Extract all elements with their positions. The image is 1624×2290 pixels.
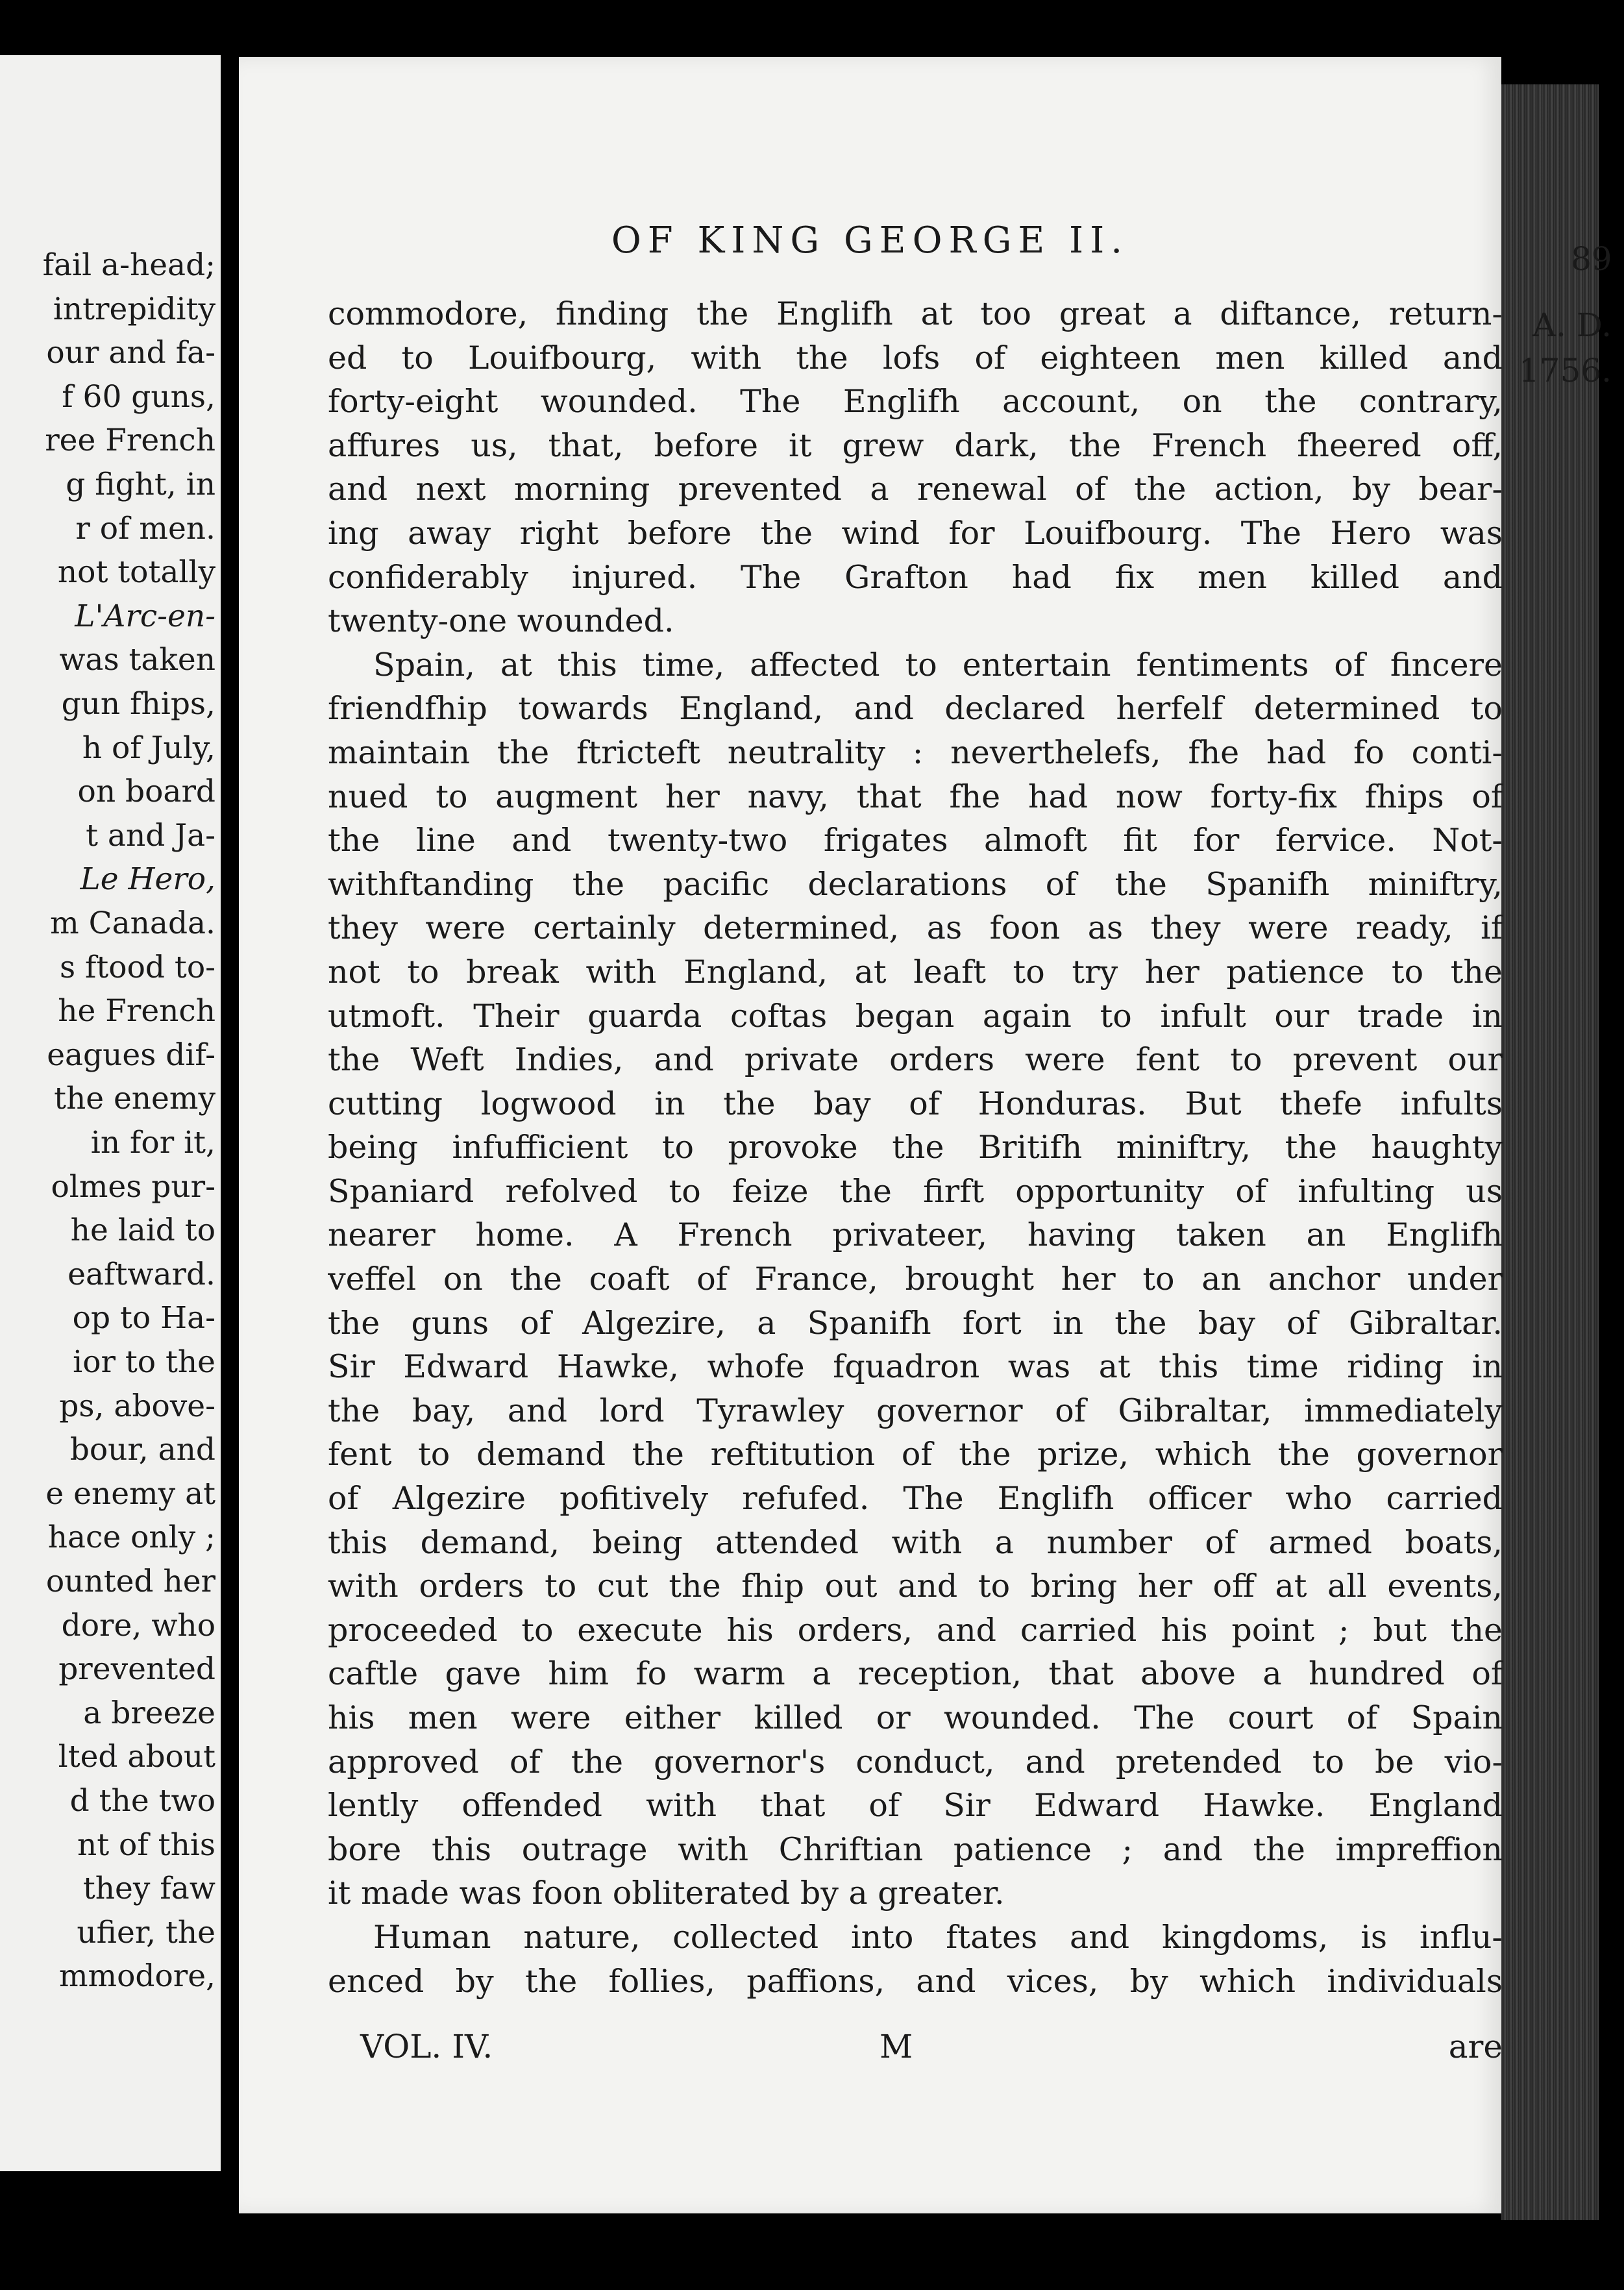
left-page-line: s ftood to- — [59, 949, 215, 985]
volume-label: VOL. IV. — [360, 2028, 493, 2065]
left-page-line: Le Hero, — [80, 861, 215, 898]
text-line: affures us, that, before it grew dark, the French fheered off, — [328, 426, 1503, 464]
text-line: Human nature, collected into ftates and kingdoms, is influ- — [373, 1918, 1503, 1956]
text-line: they were certainly determined, as foon as they were ready, if — [328, 909, 1503, 947]
text-line: bore this outrage with Chriftian patience ; and the impreffion — [328, 1830, 1503, 1868]
left-page-line: eagues dif- — [47, 1037, 215, 1073]
left-page-line: intrepidity — [53, 291, 215, 327]
left-page-line: not totally — [57, 554, 215, 591]
left-page-line: m Canada. — [50, 905, 215, 941]
left-page-line: in for it, — [90, 1125, 215, 1161]
left-page-line: our and fa- — [46, 335, 215, 371]
facing-page-left — [0, 55, 221, 2171]
left-page-line: olmes pur- — [51, 1168, 215, 1205]
body-text — [328, 292, 1503, 2003]
left-page-line: ior to the — [73, 1344, 215, 1380]
left-page-line: was taken — [59, 642, 215, 678]
text-line: Spaniard refolved to feize the firft opportunity of infulting us — [328, 1172, 1503, 1210]
left-page-line: fail a-head; — [42, 247, 215, 283]
book-page — [239, 57, 1612, 2213]
left-page-line: they faw — [82, 1871, 215, 1907]
text-line: proceeded to execute his orders, and carried his point ; but the — [328, 1611, 1503, 1649]
text-line: Sir Edward Hawke, whofe fquadron was at this time riding in — [328, 1348, 1503, 1386]
text-line: this demand, being attended with a number of armed boats, — [328, 1523, 1503, 1561]
text-line: the Weft Indies, and private orders were fent to prevent our — [328, 1041, 1503, 1079]
text-line: approved of the governor's conduct, and pretended to be vio- — [328, 1743, 1503, 1780]
left-page-line: gun fhips, — [61, 686, 215, 722]
left-page-line: e enemy at — [45, 1475, 215, 1512]
text-line: commodore, finding the Englifh at too great a diftance, return- — [328, 295, 1503, 332]
left-page-line: d the two — [69, 1783, 215, 1819]
text-line: of Algezire pofitively refufed. The Englifh officer who carried — [328, 1480, 1503, 1518]
left-page-line: ufier, the — [77, 1914, 215, 1951]
left-page-line: nt of this — [77, 1827, 215, 1863]
left-page-line: L'Arc-en- — [75, 598, 215, 634]
left-page-line: h of July, — [82, 730, 215, 766]
text-line: his men were either killed or wounded. The court of Spain — [328, 1699, 1503, 1736]
text-line: withftanding the pacific declarations of the Spanifh miniftry, — [328, 865, 1503, 903]
left-page-line: t and Ja- — [86, 817, 215, 854]
left-page-line: prevented — [58, 1651, 215, 1688]
page-number: 89 — [1571, 240, 1612, 278]
text-line: veffel on the coaft of France, brought her to an anchor under — [328, 1261, 1503, 1298]
left-page-line: f 60 guns, — [62, 378, 215, 415]
left-page-line: on board — [77, 774, 215, 810]
left-page-line: mmodore, — [58, 1958, 215, 1995]
catchword: are — [1448, 2028, 1503, 2065]
left-page-line: bour, and — [69, 1432, 215, 1468]
signature-mark: M — [880, 2028, 913, 2065]
margin-note-line: A. D. — [1532, 306, 1612, 344]
text-line: nued to augment her navy, that fhe had now forty-fix fhips of — [328, 778, 1503, 815]
text-line: ed to Louifbourg, with the lofs of eighteen men killed and — [328, 339, 1503, 376]
text-line: fent to demand the reftitution of the prize, which the governor — [328, 1436, 1503, 1473]
left-page-line: ounted her — [45, 1564, 215, 1599]
text-line: not to break with England, at leaft to try her patience to the — [328, 953, 1503, 991]
left-page-line: lted about — [58, 1739, 215, 1775]
text-line: the line and twenty-two frigates almoft fit for fervice. Not- — [328, 822, 1503, 859]
page-edges — [1501, 84, 1599, 2220]
left-page-line: op to Ha- — [72, 1300, 215, 1336]
left-page-line: r of men. — [75, 510, 215, 547]
margin-note-line: 1756. — [1518, 352, 1612, 389]
text-line: ing away right before the wind for Louifbourg. The Hero was — [328, 514, 1503, 552]
left-page-line: eaftward. — [68, 1256, 215, 1292]
text-line: with orders to cut the fhip out and to bring her off at all events, — [328, 1568, 1503, 1605]
left-page-line: ps, above- — [59, 1388, 215, 1424]
left-page-line: the enemy — [54, 1081, 215, 1117]
text-line: caftle gave him fo warm a reception, that above a hundred of — [328, 1655, 1503, 1693]
running-title: OF KING GEORGE II. — [611, 219, 1129, 262]
text-line: and next morning prevented a renewal of the action, by bear- — [328, 471, 1503, 508]
text-line: Spain, at this time, affected to entertain fentiments of fincere — [373, 646, 1503, 683]
left-page-line: he French — [58, 993, 215, 1029]
left-page-line: g fight, in — [66, 467, 215, 502]
left-page-line: ree French — [45, 423, 215, 459]
text-line: cutting logwood in the bay of Honduras. But thefe infults — [328, 1085, 1503, 1122]
text-line: confiderably injured. The Grafton had fix men killed and — [328, 558, 1503, 596]
text-line: forty-eight wounded. The Englifh account, on the contrary, — [328, 383, 1503, 421]
text-line: being infufficient to provoke the Britifh miniftry, the haughty — [328, 1129, 1503, 1166]
left-page-line: dore, who — [61, 1607, 215, 1644]
text-line: it made was foon obliterated by a greater. — [328, 1875, 1005, 1912]
text-line: utmoft. Their guarda coftas began again to infult our trade in — [328, 997, 1503, 1035]
margin-date-note — [1514, 302, 1612, 393]
left-page-line: a breeze — [83, 1695, 215, 1731]
text-line: the bay, and lord Tyrawley governor of Gibraltar, immediately — [328, 1392, 1503, 1429]
text-line: the guns of Algezire, a Spanifh fort in the bay of Gibraltar. — [328, 1304, 1503, 1342]
left-page-line: he laid to — [70, 1213, 215, 1249]
text-line: nearer home. A French privateer, having taken an Englifh — [328, 1216, 1503, 1254]
text-line: enced by the follies, paffions, and vices, by which individuals — [328, 1962, 1503, 2000]
text-line: friendfhip towards England, and declared herfelf determined to — [328, 690, 1503, 728]
text-line: lently offended with that of Sir Edward Hawke. England — [328, 1787, 1503, 1825]
text-line: twenty-one wounded. — [328, 602, 674, 640]
left-page-line: hace only ; — [47, 1520, 215, 1556]
text-line: maintain the ftricteft neutrality : neverthelefs, fhe had fo conti- — [328, 733, 1503, 771]
